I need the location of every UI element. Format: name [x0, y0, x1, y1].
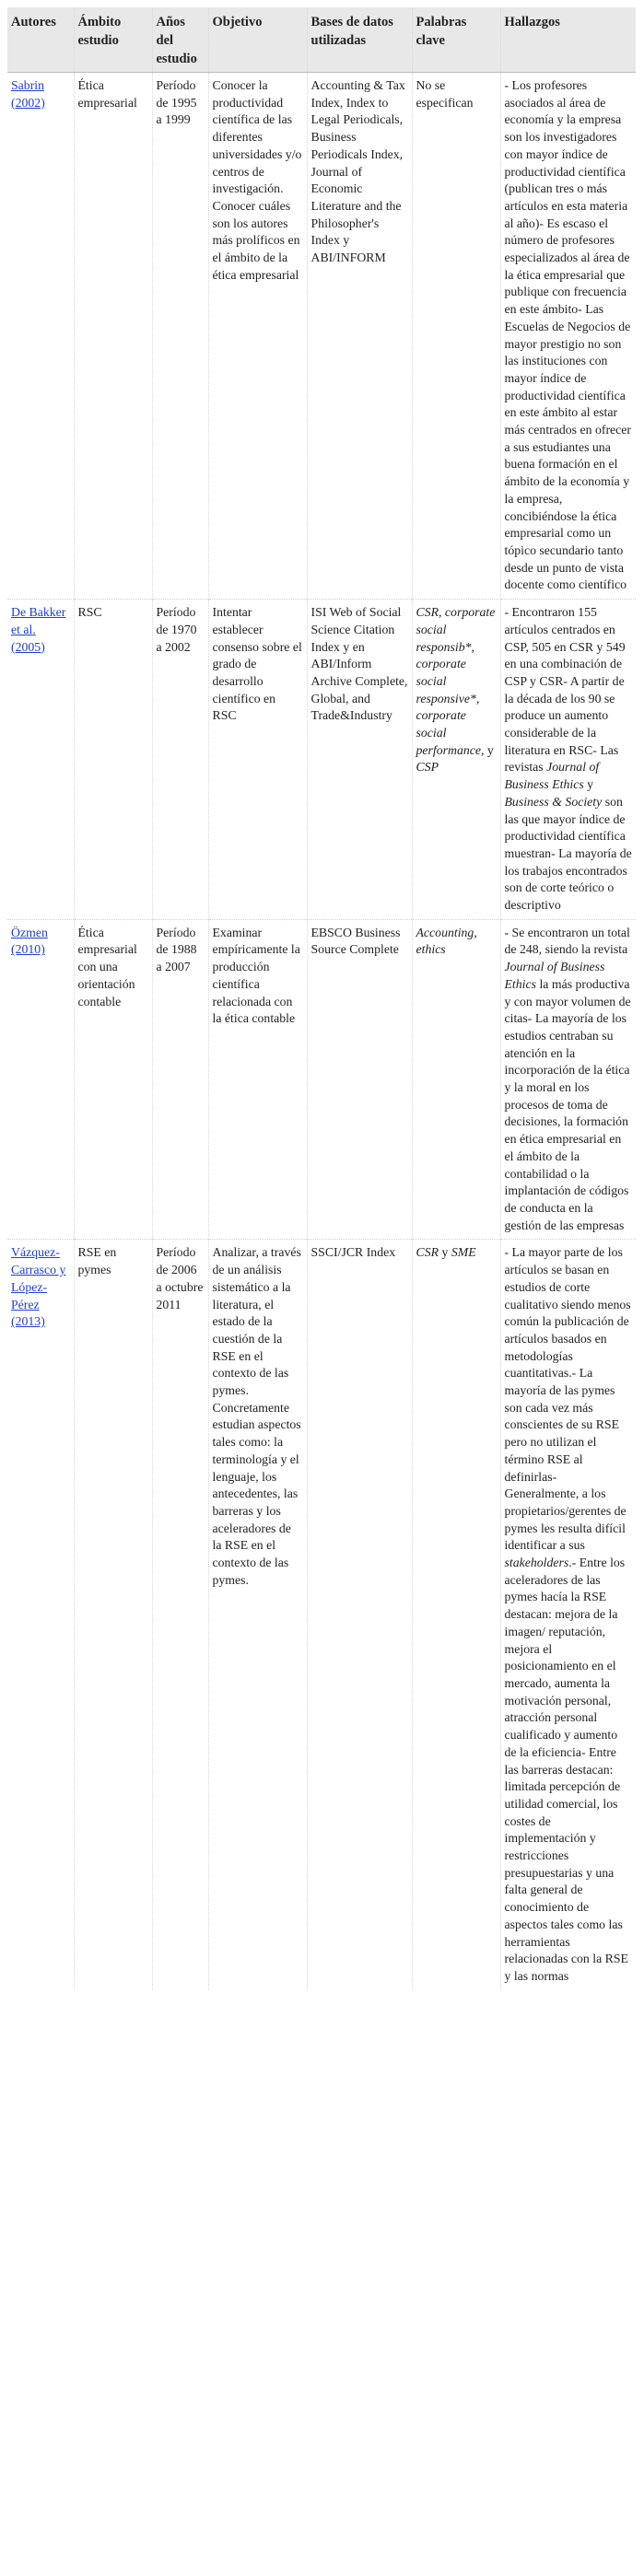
cell-bases: EBSCO Business Source Complete — [307, 919, 412, 1240]
journal-name: Business & Society — [504, 794, 603, 809]
header-anos: Años del estudio — [152, 7, 208, 73]
author-link-de-bakker[interactable]: De Bakker et al. (2005) — [11, 605, 66, 654]
findings-text: .- Entre los aceleradores de las pymes hacía la RSE destacan: mejora de la imagen/ reputación, mejora el posicionamiento en el mercado, aumenta la motivación personal, atracción personal cualificado y aumento de la eficiencia- Entre las barreras destacan: limitada percepción de utilidad comercial, los costes de implementación y restricciones presupuestarias y una falta general de conocimiento de aspectos tales como las herramientas relacionadas con la RSE y las normas — [504, 1556, 628, 1983]
cell-autores — [7, 73, 74, 600]
cell-bases: ISI Web of Social Science Citation Index y en ABI/Inform Archive Complete, Global, and Trade&Industry — [307, 600, 412, 920]
findings-text: - Encontraron 155 artículos centrados en CSP, 505 en CSR y 549 en una combinación de CSP y CSR- A partir de la década de los 90 se produce un aumento considerable de la literatura en RSC- Las revistas — [504, 605, 626, 775]
author-link-sabrin[interactable]: Sabrin (2002) — [11, 78, 45, 110]
cell-hallazgos — [500, 1240, 636, 1990]
header-autores: Autores — [7, 7, 74, 73]
table-header — [7, 7, 636, 73]
header-objetivo: Objetivo — [208, 7, 307, 73]
cell-ambito: RSE en pymes — [74, 1240, 152, 1990]
cell-anos: Período de 1995 a 1999 — [152, 73, 208, 600]
keywords-italic: CSR — [416, 1245, 439, 1260]
keywords-italic: CSR, corporate social responsib*, corporate social responsive*, corporate social performance, — [416, 605, 496, 757]
cell-bases: Accounting & Tax Index, Index to Legal Periodicals, Business Periodicals Index, Journal of Economic Literature and the Philosopher's Index y ABI/INFORM — [307, 73, 412, 600]
cell-autores — [7, 1240, 74, 1990]
keywords-connector: y — [439, 1245, 451, 1260]
cell-hallazgos — [500, 600, 636, 920]
journal-name: Journal of Business Ethics — [504, 960, 605, 991]
table-body — [7, 73, 636, 1990]
findings-text: y — [583, 777, 594, 792]
author-link-ozmen[interactable]: Özmen (2010) — [11, 925, 48, 957]
keywords-italic: SME — [451, 1245, 476, 1260]
cell-palabras — [412, 600, 500, 920]
keywords-italic: CSP — [416, 760, 439, 775]
cell-anos: Período de 1970 a 2002 — [152, 600, 208, 920]
cell-palabras: No se especifican — [412, 73, 500, 600]
table-row — [7, 1240, 636, 1990]
header-bases: Bases de datos utilizadas — [307, 7, 412, 73]
cell-ambito: Ética empresarial con una orientación contable — [74, 919, 152, 1240]
author-link-vazquez-carrasco[interactable]: Vázquez-Carrasco y López-Pérez (2013) — [11, 1245, 66, 1329]
cell-bases: SSCI/JCR Index — [307, 1240, 412, 1990]
findings-text: son las que mayor índice de productividad científica muestran- La mayoría de los trabajos encontrados son de corte teórico o descriptivo — [504, 794, 632, 913]
cell-objetivo: Analizar, a través de un análisis sistemático a la literatura, el estado de la cuestión de la RSE en el contexto de las pymes. Concretamente estudian aspectos tales como: la terminología y el lenguaje, los antecedentes, las barreras y los aceleradores de la RSE en el contexto de las pymes. — [208, 1240, 307, 1990]
journal-name: Journal of Business Ethics — [504, 760, 600, 792]
keywords-italic: Accounting, ethics — [416, 925, 477, 957]
header-ambito: Ámbito estudio — [74, 7, 152, 73]
cell-ambito: Ética empresarial — [74, 73, 152, 600]
cell-anos: Período de 2006 a octubre 2011 — [152, 1240, 208, 1990]
cell-autores — [7, 600, 74, 920]
cell-objetivo: Conocer la productividad científica de las diferentes universidades y/o centros de investigación. Conocer cuáles son los autores más prolíficos en el ámbito de la ética empresarial — [208, 73, 307, 600]
findings-text: - La mayor parte de los artículos se basan en estudios de corte cualitativo siendo menos común la publicación de artículos basados en metodologías cuantitativas.- La mayoría de las pymes son cada vez más conscientes de su RSE pero no utilizan el término RSE al definirlas- Generalmente, a los propietarios/gerentes de pymes les resulta difícil identificar a sus — [504, 1245, 631, 1553]
cell-hallazgos — [500, 919, 636, 1240]
cell-palabras — [412, 1240, 500, 1990]
literature-review-table — [7, 7, 636, 1990]
cell-ambito: RSC — [74, 600, 152, 920]
findings-text: la más productiva y con mayor volumen de citas- La mayoría de los estudios centraban su atención en la incorporación de la ética y la moral en los procesos de toma de decisiones, la formación en ética empresarial en el ámbito de la contabilidad o la implantación de códigos de conducta en la gestión de las empresas — [504, 976, 631, 1232]
table-row — [7, 919, 636, 1240]
cell-objetivo: Intentar establecer consenso sobre el grado de desarrollo científico en RSC — [208, 600, 307, 920]
cell-autores — [7, 919, 74, 1240]
findings-text: - Se encontraron un total de 248, siendo la revista — [504, 925, 630, 957]
header-row — [7, 7, 636, 73]
cell-hallazgos: - Los profesores asociados al área de economía y la empresa son los investigadores con mayor índice de productividad científica (publican tres o más artículos en esta materia al año)- Es escaso el número de profesores especializados al área de la ética empresarial que publique con frecuencia en este ámbito- Las Escuelas de Negocios de mayor prestigio no son las instituciones con mayor índice de productividad científica en este ámbito al estar más centrados en ofrecer a sus estudiantes una buena formación en el ámbito de la economía y la empresa, concibiéndose la ética empresarial como un tópico secundario tanto desde un punto de vista docente como científico — [500, 73, 636, 600]
cell-anos: Período de 1988 a 2007 — [152, 919, 208, 1240]
table-row — [7, 600, 636, 920]
keywords-connector: y — [484, 742, 494, 757]
cell-objetivo: Examinar empíricamente la producción científica relacionada con la ética contable — [208, 919, 307, 1240]
cell-palabras — [412, 919, 500, 1240]
stakeholders-term: stakeholders — [504, 1556, 569, 1570]
header-palabras: Palabras clave — [412, 7, 500, 73]
table-row — [7, 73, 636, 600]
header-hallazgos: Hallazgos — [500, 7, 636, 73]
